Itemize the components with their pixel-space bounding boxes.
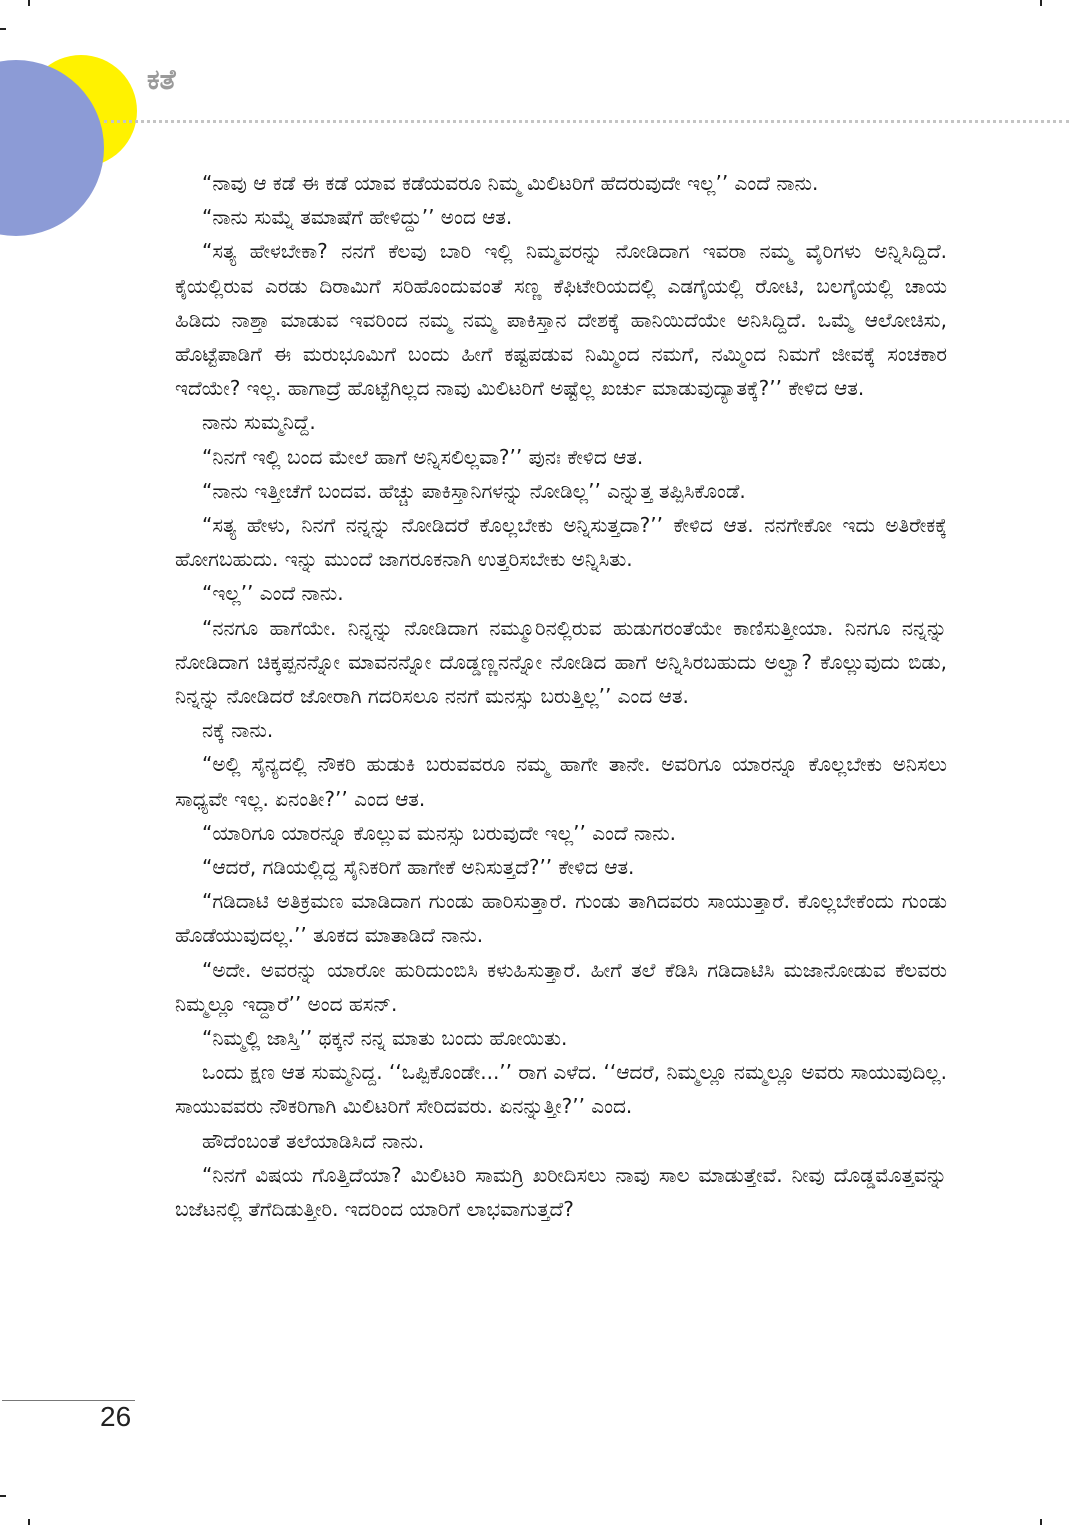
paragraph: ಹೌದೆಂಬಂತೆ ತಲೆಯಾಡಿಸಿದೆ ನಾನು. <box>202 1128 425 1153</box>
paragraph: “ಆದರೆ, ಗಡಿಯಲ್ಲಿದ್ದ ಸೈನಿಕರಿಗೆ ಹಾಗೇಕೆ ಅನಿಸುತ್ತದೆ?’’ ಕೇಳಿದ ಆತ. <box>202 855 635 880</box>
paragraph: ನಕ್ಕೆ ನಾನು. <box>202 718 274 743</box>
paragraph: ನಾನು ಸುಮ್ಮನಿದ್ದೆ. <box>202 410 316 435</box>
paragraph: “ಸತ್ಯ ಹೇಳಬೇಕಾ? ನನಗೆ ಕೆಲವು ಬಾರಿ ಇಲ್ಲಿ ನಿಮ್ಮವರನ್ನು ನೋಡಿದಾಗ ಇವರಾ ನಮ್ಮ ವೈರಿಗಳು ಅನ್ನಿಸಿದ್ದಿದೆ. ಕೈಯಲ್ಲಿರುವ ಎರಡು ದಿರಾಮಿಗೆ ಸರಿಹೊಂದುವಂತೆ ಸಣ್ಣ ಕೆಫಿಟೇರಿಯದಲ್ಲಿ ಎಡಗೈಯಲ್ಲಿ ರೋಟಿ, ಬಲಗೈಯಲ್ಲಿ ಚಾಯ ಹಿಡಿದು ನಾಶ್ತಾ ಮಾಡುವ ಇವರಿಂದ ನಮ್ಮ ನಮ್ಮ ಪಾಕಿಸ್ತಾನ ದೇಶಕ್ಕೆ ಹಾನಿಯಿದೆಯೇ ಅನಿಸಿದ್ದಿದೆ. ಒಮ್ಮೆ ಆಲೋಚಿಸು, ಹೊಟ್ಟೆಪಾಡಿಗೆ ಈ ಮರುಭೂಮಿಗೆ ಬಂದು ಹೀಗೆ ಕಷ್ಟಪಡುವ ನಿಮ್ಮಿಂದ ನಮಗೆ, ನಮ್ಮಿಂದ ನಿಮಗೆ ಜೀವಕ್ಕೆ ಸಂಚಕಾರ ಇದೆಯೇ? ಇಲ್ಲ. ಹಾಗಾದ್ರೆ ಹೊಟ್ಟೆಗಿಲ್ಲದ ನಾವು ಮಿಲಿಟರಿಗೆ ಅಷ್ಟೆಲ್ಲ ಖರ್ಚು ಮಾಡುವುದ್ಯಾತಕ್ಕೆ?’’ ಕೇಳಿದ ಆತ. <box>175 239 947 401</box>
paragraph: “ಇಲ್ಲ’’ ಎಂದೆ ನಾನು. <box>202 581 344 606</box>
story-body <box>175 166 947 1226</box>
paragraph: “ನನಗೂ ಹಾಗೆಯೇ. ನಿನ್ನನ್ನು ನೋಡಿದಾಗ ನಮ್ಮೂರಿನಲ್ಲಿರುವ ಹುಡುಗರಂತೆಯೇ ಕಾಣಿಸುತ್ತೀಯಾ. ನಿನಗೂ ನನ್ನನ್ನು ನೋಡಿದಾಗ ಚಿಕ್ಕಪ್ಪನನ್ನೋ ಮಾವನನ್ನೋ ದೊಡ್ಡಣ್ಣನನ್ನೋ ನೋಡಿದ ಹಾಗೆ ಅನ್ನಿಸಿರಬಹುದು ಅಲ್ವಾ? ಕೊಲ್ಲುವುದು ಬಿಡು, ನಿನ್ನನ್ನು ನೋಡಿದರೆ ಜೋರಾಗಿ ಗದರಿಸಲೂ ನನಗೆ ಮನಸ್ಸು ಬರುತ್ತಿಲ್ಲ’’ ಎಂದ ಆತ. <box>175 615 947 709</box>
paragraph: “ಅಲ್ಲಿ ಸೈನ್ಯದಲ್ಲಿ ನೌಕರಿ ಹುಡುಕಿ ಬರುವವರೂ ನಮ್ಮ ಹಾಗೇ ತಾನೇ. ಅವರಿಗೂ ಯಾರನ್ನೂ ಕೊಲ್ಲಬೇಕು ಅನಿಸಲು ಸಾಧ್ಯವೇ ಇಲ್ಲ. ಏನಂತೀ?’’ ಎಂದ ಆತ. <box>175 752 947 811</box>
paragraph: “ಅದೇ. ಅವರನ್ನು ಯಾರೋ ಹುರಿದುಂಬಿಸಿ ಕಳುಹಿಸುತ್ತಾರೆ. ಹೀಗೆ ತಲೆ ಕೆಡಿಸಿ ಗಡಿದಾಟಿಸಿ ಮಜಾನೋಡುವ ಕೆಲವರು ನಿಮ್ಮಲ್ಲೂ ಇದ್ದಾರೆ’’ ಅಂದ ಹಸನ್. <box>175 957 947 1016</box>
paragraph: “ನಾನು ಸುಮ್ನೆ ತಮಾಷೆಗೆ ಹೇಳಿದ್ದು’’ ಅಂದ ಆತ. <box>202 205 513 230</box>
crop-mark-bottom-right <box>1040 1519 1042 1525</box>
crop-mark-left-lower <box>0 1495 6 1497</box>
section-title: ಕತೆ <box>147 63 176 96</box>
paragraph: “ನಾನು ಇತ್ತೀಚೆಗೆ ಬಂದವ. ಹೆಚ್ಚು ಪಾಕಿಸ್ತಾನಿಗಳನ್ನು ನೋಡಿಲ್ಲ’’ ಎನ್ನುತ್ತ ತಪ್ಪಿಸಿಕೊಂಡೆ. <box>202 478 746 503</box>
crop-mark-top-right <box>1040 0 1042 6</box>
crop-mark-left-upper <box>0 28 6 30</box>
crop-mark-bottom-left <box>28 1519 30 1525</box>
paragraph: “ಯಾರಿಗೂ ಯಾರನ್ನೂ ಕೊಲ್ಲುವ ಮನಸ್ಸು ಬರುವುದೇ ಇಲ್ಲ’’ ಎಂದೆ ನಾನು. <box>202 820 677 845</box>
paragraph: “ಸತ್ಯ ಹೇಳು, ನಿನಗೆ ನನ್ನನ್ನು ನೋಡಿದರೆ ಕೊಲ್ಲಬೇಕು ಅನ್ನಿಸುತ್ತದಾ?’’ ಕೇಳಿದ ಆತ. ನನಗೇಕೋ ಇದು ಅತಿರೇಕಕ್ಕೆ ಹೋಗಬಹುದು. ಇನ್ನು ಮುಂದೆ ಜಾಗರೂಕನಾಗಿ ಉತ್ತರಿಸಬೇಕು ಅನ್ನಿಸಿತು. <box>175 513 947 572</box>
paragraph: “ನಿನಗೆ ಇಲ್ಲಿ ಬಂದ ಮೇಲೆ ಹಾಗೆ ಅನ್ನಿಸಲಿಲ್ಲವಾ?’’ ಪುನಃ ಕೇಳಿದ ಆತ. <box>202 444 644 469</box>
paragraph: ಒಂದು ಕ್ಷಣ ಆತ ಸುಮ್ಮನಿದ್ದ. ‘‘ಒಪ್ಪಿಕೊಂಡೇ...’’ ರಾಗ ಎಳೆದ. ‘‘ಆದರೆ, ನಿಮ್ಮಲ್ಲೂ ನಮ್ಮಲ್ಲೂ ಅವರು ಸಾಯುವುದಿಲ್ಲ. ಸಾಯುವವರು ನೌಕರಿಗಾಗಿ ಮಿಲಿಟರಿಗೆ ಸೇರಿದವರು. ಏನನ್ನುತ್ತೀ?’’ ಎಂದ. <box>175 1060 947 1119</box>
paragraph: “ನಾವು ಆ ಕಡೆ ಈ ಕಡೆ ಯಾವ ಕಡೆಯವರೂ ನಿಮ್ಮ ಮಿಲಿಟರಿಗೆ ಹೆದರುವುದೇ ಇಲ್ಲ’’ ಎಂದೆ ನಾನು. <box>202 171 819 195</box>
paragraph: “ಗಡಿದಾಟಿ ಅತಿಕ್ರಮಣ ಮಾಡಿದಾಗ ಗುಂಡು ಹಾರಿಸುತ್ತಾರೆ. ಗುಂಡು ತಾಗಿದವರು ಸಾಯುತ್ತಾರೆ. ಕೊಲ್ಲಬೇಕೆಂದು ಗುಂಡು ಹೊಡೆಯುವುದಲ್ಲ.’’ ತೂಕದ ಮಾತಾಡಿದೆ ನಾನು. <box>175 889 947 948</box>
paragraph: “ನಿನಗೆ ವಿಷಯ ಗೊತ್ತಿದೆಯಾ? ಮಿಲಿಟರಿ ಸಾಮಗ್ರಿ ಖರೀದಿಸಲು ನಾವು ಸಾಲ ಮಾಡುತ್ತೇವೆ. ನೀವು ದೊಡ್ಡಮೊತ್ತವನ್ನು ಬಜೆಟನಲ್ಲಿ ತೆಗೆದಿಡುತ್ತೀರಿ. ಇದರಿಂದ ಯಾರಿಗೆ ಲಾಭವಾಗುತ್ತದೆ? <box>175 1162 947 1222</box>
paragraph: “ನಿಮ್ಮಲ್ಲಿ ಜಾಸ್ತಿ’’ ಥಕ್ಕನೆ ನನ್ನ ಮಾತು ಬಂದು ಹೋಯಿತು. <box>202 1026 568 1051</box>
header-dotted-rule <box>104 120 1069 123</box>
page-number: 26 <box>100 1401 132 1432</box>
crop-mark-top-left <box>28 0 30 6</box>
